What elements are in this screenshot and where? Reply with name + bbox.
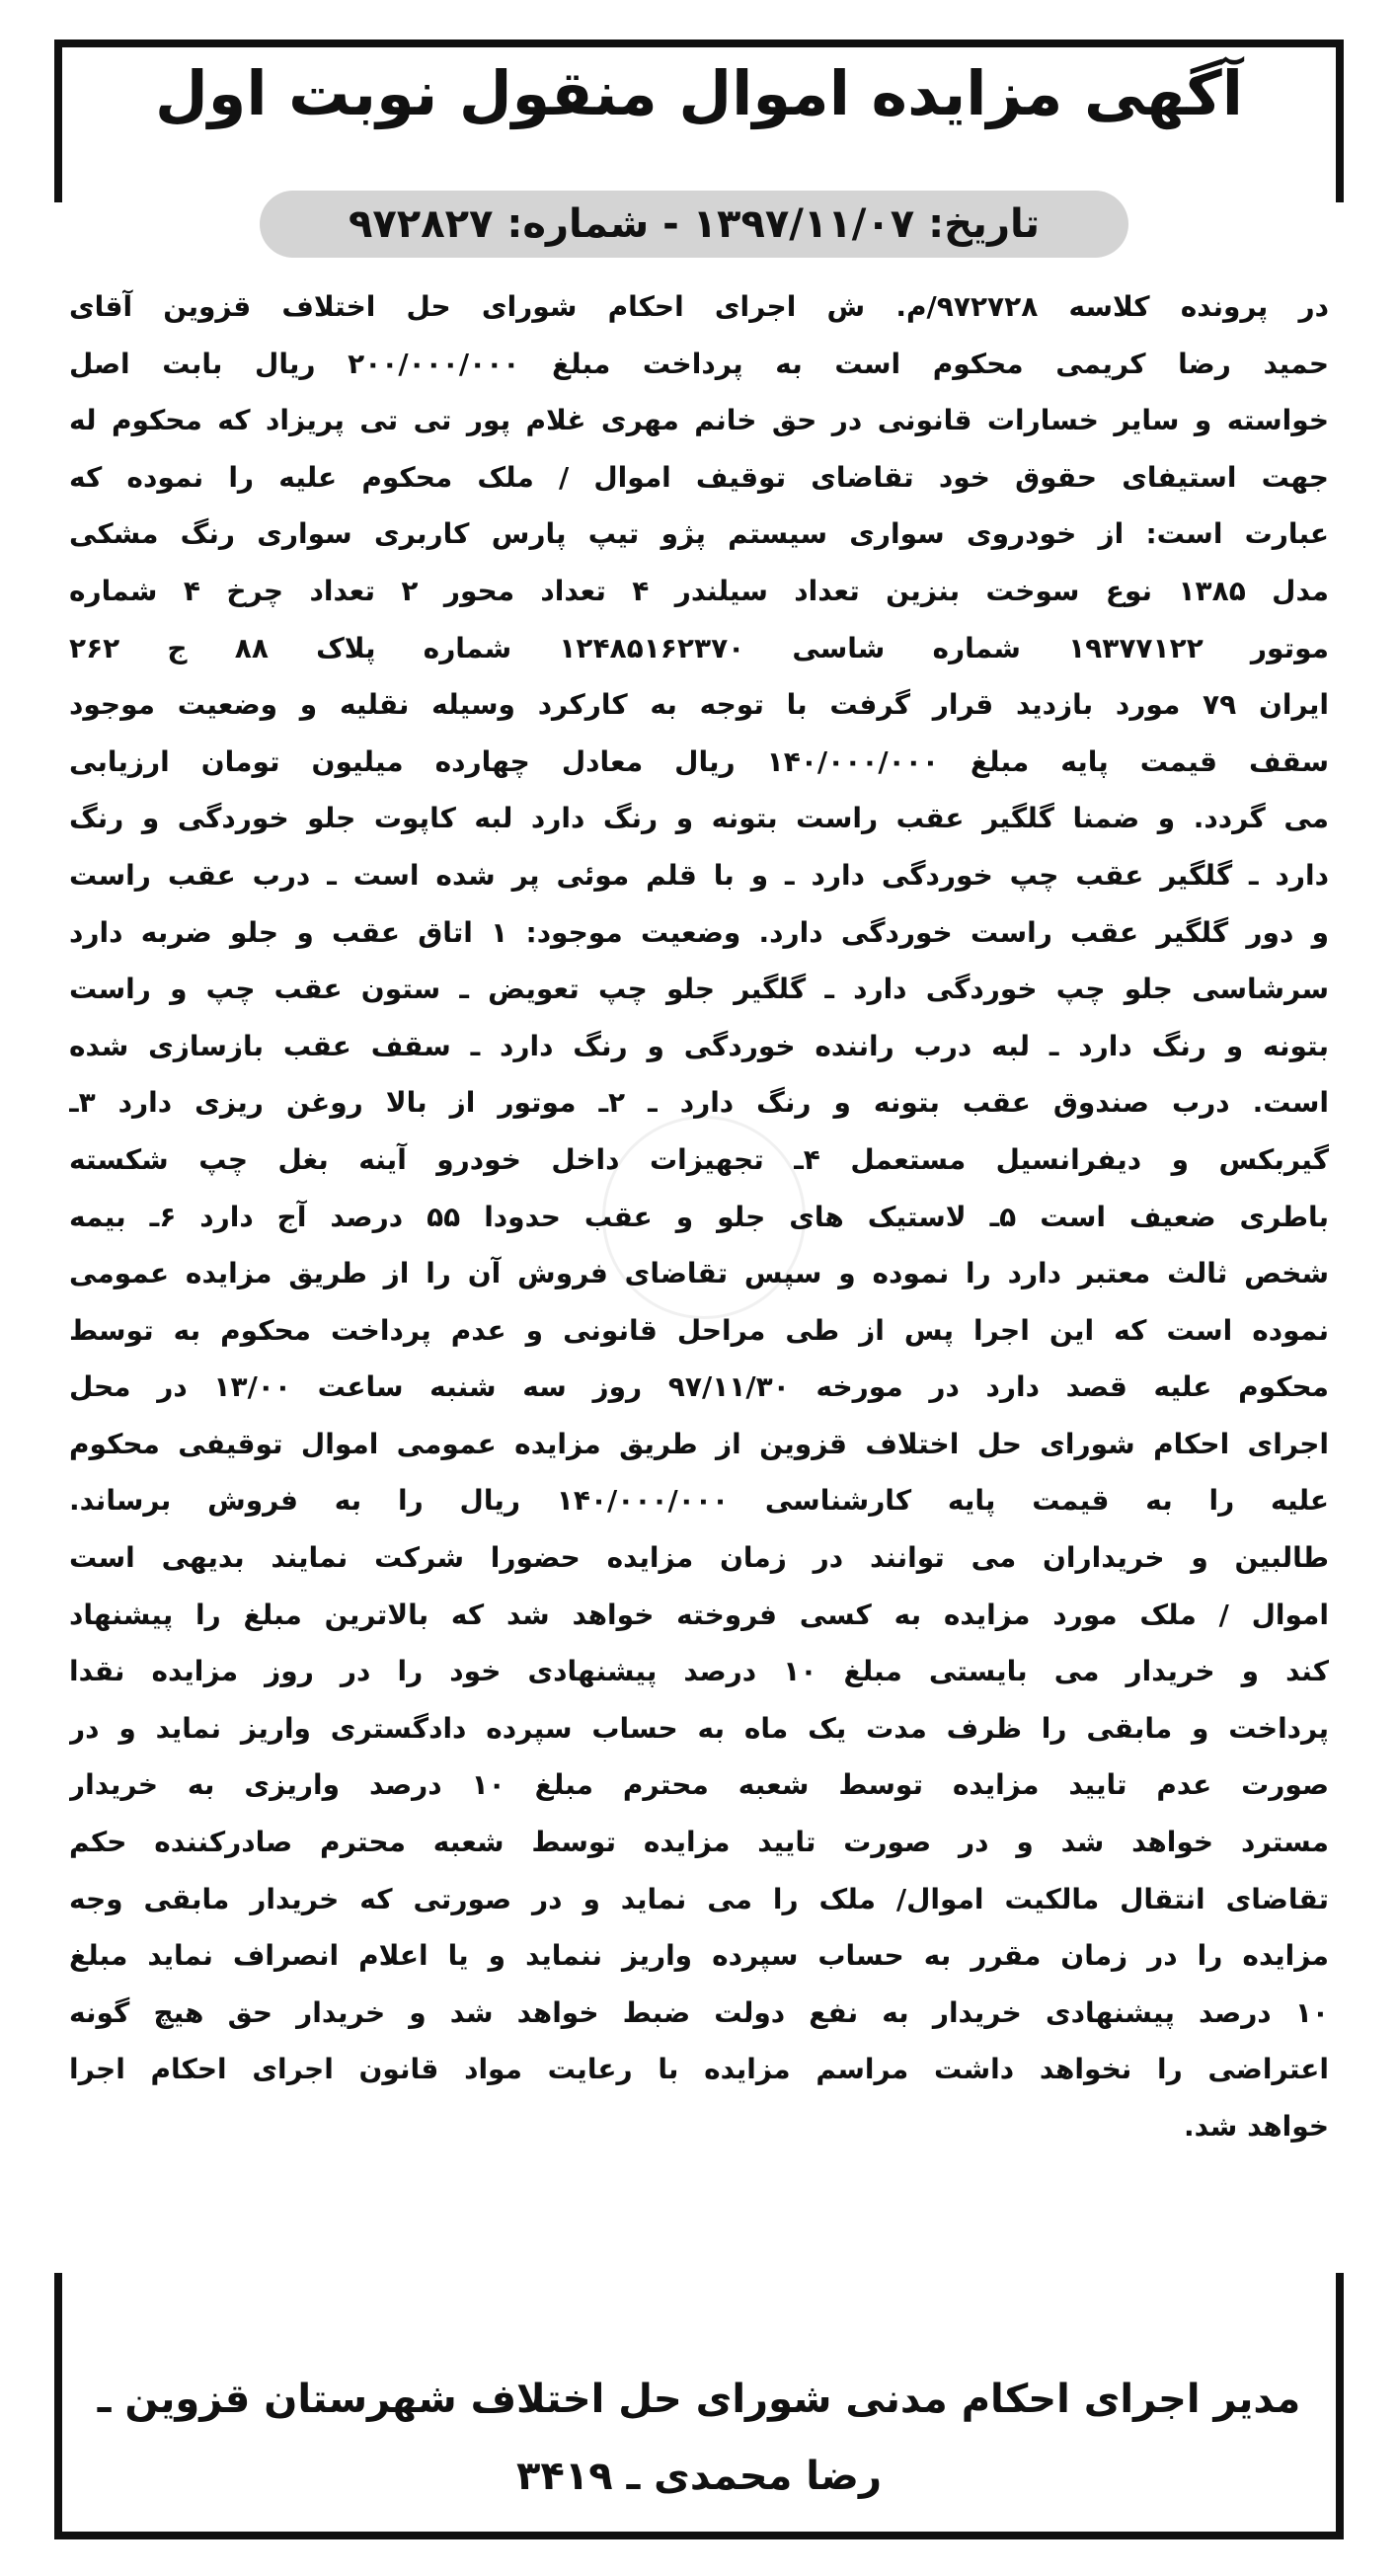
date-number-badge: تاریخ: ۱۳۹۷/۱۱/۰۷ - شماره: ۹۷۲۸۲۷ [260,191,1128,258]
notice-body [69,278,1329,2155]
body-line: بتونه و رنگ دارد ـ لبه درب راننده خوردگی و رنگ دارد ـ سقف عقب بازسازی شده [69,1029,1329,1062]
body-line: است. درب صندوق عقب بتونه و رنگ دارد ـ ۲ـ موتور از بالا روغن ریزی دارد ۳ـ [69,1086,1329,1120]
body-line: خواسته و سایر خسارات قانونی در حق خانم مهری غلام پور تی تی پریزاد که محکوم له [69,404,1329,437]
body-line: علیه را به قیمت پایه کارشناسی ۱۴۰/۰۰۰/۰۰۰ ریال را به فروش برساند. [69,1484,1329,1518]
body-line: موتور ۱۹۳۷۷۱۲۲ شماره شاسی ۱۲۴۸۵۱۶۲۳۷۰ شماره پلاک ۸۸ ج ۲۶۲ [69,631,1329,664]
signature-name: رضا محمدی ـ ۳۴۱۹ [516,2454,882,2499]
body-line: ایران ۷۹ مورد بازدید قرار گرفت با توجه به کارکرد وسیله نقلیه و وضعیت موجود [69,688,1329,722]
frame-top-border [54,39,1344,47]
body-line: در پرونده کلاسه ۹۷۲۷۲۸/م. ش اجرای احکام شورای حل اختلاف قزوین آقای [69,290,1329,323]
frame-bottom-border [54,2532,1344,2539]
body-line: اعتراضی را نخواهد داشت مراسم مزایده با رعایت مواد قانون اجرای احکام اجرا [69,2053,1329,2086]
body-line: کند و خریدار می بایستی مبلغ ۱۰ درصد پیشنهادی خود را در روز مزایده نقدا [69,1655,1329,1688]
body-line: مدل ۱۳۸۵ نوع سوخت بنزین تعداد سیلندر ۴ تعداد محور ۲ تعداد چرخ ۴ شماره [69,574,1329,607]
body-line: سقف قیمت پایه مبلغ ۱۴۰/۰۰۰/۰۰۰ ریال معادل چهارده میلیون تومان ارزیابی [69,744,1329,778]
body-line: حمید رضا کریمی محکوم است به پرداخت مبلغ ۲۰۰/۰۰۰/۰۰۰ ریال بابت اصل [69,347,1329,380]
frame-right-bottom-border [1336,2273,1344,2539]
body-line: سرشاسی جلو چپ خوردگی دارد ـ گلگیر جلو چپ تعویض ـ ستون عقب چپ و راست [69,973,1329,1006]
body-line: ۱۰ درصد پیشنهادی خریدار به نفع دولت ضبط خواهد شد و خریدار حق هیچ گونه [69,1995,1329,2029]
body-line: باطری ضعیف است ۵ـ لاستیک های جلو و عقب حدودا ۵۵ درصد آج دارد ۶ـ بیمه [69,1200,1329,1233]
notice-title: آگهی مزایده اموال منقول نوبت اول [155,57,1243,129]
body-line: گیربکس و دیفرانسیل مستعمل ۴ـ تجهیزات داخل خودرو آینه بغل چپ شکسته [69,1142,1329,1176]
body-line: اجرای احکام شورای حل اختلاف قزوین از طریق مزایده عمومی اموال توقیفی محکوم [69,1427,1329,1460]
body-line: اموال / ملک مورد مزایده به کسی فروخته خواهد شد که بالاترین مبلغ را پیشنهاد [69,1598,1329,1631]
body-line: محکوم علیه قصد دارد در مورخه ۹۷/۱۱/۳۰ روز سه شنبه ساعت ۱۳/۰۰ در محل [69,1370,1329,1404]
body-line: می گردد. و ضمنا گلگیر عقب راست بتونه و رنگ دارد لبه کاپوت جلو خوردگی و رنگ [69,802,1329,835]
body-line: عبارت است: از خودروی سواری سیستم پژو تیپ پارس کاربری سواری رنگ مشکی [69,517,1329,551]
body-line: شخص ثالث معتبر دارد را نموده و سپس تقاضای فروش آن را از طریق مزایده عمومی [69,1257,1329,1290]
frame-left-bottom-border [54,2273,62,2539]
body-line: نموده است که این اجرا پس از طی مراحل قانونی و عدم پرداخت محکوم به توسط [69,1313,1329,1347]
body-line: خواهد شد. [1183,2110,1329,2143]
body-line: جهت استیفای حقوق خود تقاضای توقیف اموال / ملک محکوم علیه را نموده که [69,460,1329,494]
body-line: مسترد خواهد شد و در صورت تایید مزایده توسط شعبه محترم صادرکننده حکم [69,1826,1329,1859]
body-line: طالبین و خریداران می توانند در زمان مزایده حضورا شرکت نمایند بدیهی است [69,1541,1329,1575]
body-line: دارد ـ گلگیر عقب چپ خوردگی دارد ـ و با قلم موئی پر شده است ـ درب عقب راست [69,858,1329,892]
body-line: تقاضای انتقال مالکیت اموال/ ملک را می نماید و در صورتی که خریدار مابقی وجه [69,1882,1329,1915]
body-line: پرداخت و مابقی را ظرف مدت یک ماه به حساب سپرده دادگستری واریز نماید و در [69,1711,1329,1745]
body-line: و دور گلگیر عقب راست خوردگی دارد. وضعیت موجود: ۱ اتاق عقب و جلو ضربه دارد [69,915,1329,949]
signature-title: مدیر اجرای احکام مدنی شورای حل اختلاف شهرستان قزوین ـ [97,2377,1301,2422]
body-line: مزایده را در زمان مقرر به حساب سپرده واریز ننماید و یا اعلام انصراف نماید مبلغ [69,1939,1329,1973]
body-line: صورت عدم تایید مزایده توسط شعبه محترم مبلغ ۱۰ درصد واریزی به خریدار [69,1768,1329,1802]
